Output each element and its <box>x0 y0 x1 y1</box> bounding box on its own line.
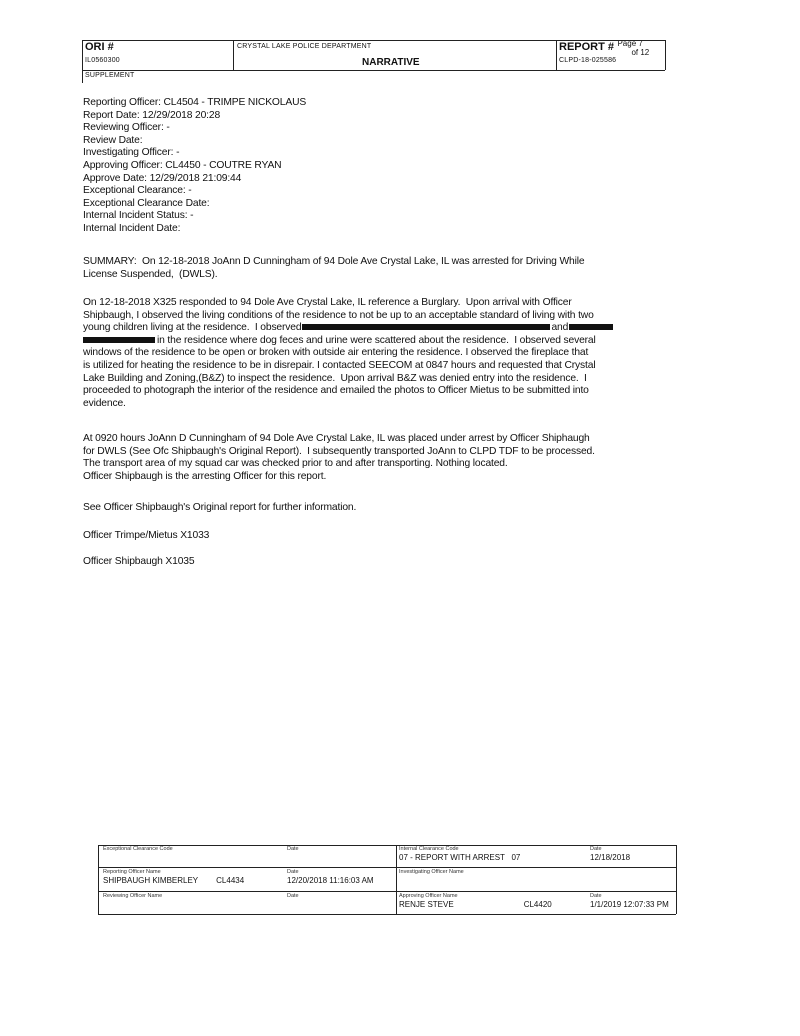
internal-clearance-date-cell <box>590 846 630 862</box>
officer-info-line: Reviewing Officer: - <box>83 122 170 134</box>
approving-officer-cell <box>399 893 552 909</box>
page-label: Page 7 <box>617 39 643 48</box>
report-label: REPORT # <box>559 41 615 53</box>
officer-info-line: Internal Incident Date: <box>83 222 181 234</box>
summary-paragraph <box>83 256 584 281</box>
approving-officer-value <box>399 900 552 909</box>
narrative-line: Officer Shipbaugh is the arresting Officer for this report. <box>83 470 327 482</box>
exc-clearance-code-label: Exceptional Clearance Code <box>103 846 173 852</box>
reporting-officer-label: Reporting Officer Name <box>103 869 161 875</box>
narrative-text: young children living at the residence. I observed <box>83 322 302 334</box>
header-left-border <box>82 40 83 83</box>
internal-clearance-code-cell <box>399 846 520 862</box>
reviewing-officer-label: Reviewing Officer Name <box>103 893 163 899</box>
narrative-text: and <box>551 322 569 334</box>
reporting-officer-name: SHIPBAUGH KIMBERLEY <box>103 876 199 885</box>
officer-info-block <box>83 97 306 236</box>
reviewing-officer-cell <box>103 893 162 899</box>
footer-row-divider-1 <box>98 867 676 868</box>
reviewing-date-label: Date <box>287 893 299 899</box>
redaction-bar <box>569 324 613 330</box>
reviewing-date-cell <box>287 893 299 899</box>
investigating-officer-label: Investigating Officer Name <box>399 869 464 875</box>
narrative-paragraph-1 <box>83 297 613 410</box>
internal-clearance-date-value: 12/18/2018 <box>590 853 631 862</box>
officer-info-line: Reporting Officer: CL4504 - TRIMPE NICKOLAUS <box>83 97 307 108</box>
narrative-line: Lake Building and Zoning,(B&Z) to inspect the residence. Upon arrival B&Z was denied entry into the residence. I <box>83 372 587 384</box>
officer-signoff-1: Officer Trimpe/Mietus X1033 <box>83 530 210 541</box>
narrative-text: in the residence where dog feces and urine were scattered about the residence. I observed several <box>157 334 596 346</box>
page-number <box>613 30 649 57</box>
summary-line: SUMMARY: On 12-18-2018 JoAnn D Cunningham of 94 Dole Ave Crystal Lake, IL was arrested for Driving While <box>83 256 585 267</box>
approving-date-label: Date <box>590 893 602 899</box>
exc-clearance-date-cell <box>287 846 299 852</box>
ori-label: ORI # <box>85 41 114 53</box>
narrative-line: for DWLS (See Ofc Shipbaugh's Original Report). I subsequently transported JoAnn to CLPD TDF to be processed. <box>83 445 595 457</box>
header-right-border <box>665 40 666 70</box>
reporting-officer-value <box>103 876 244 885</box>
narrative-line: Shipbaugh, I observed the living conditions of the residence to not be up to an acceptable standard of living with two <box>83 309 594 321</box>
officer-info-line: Approve Date: 12/29/2018 21:09:44 <box>83 172 242 184</box>
ori-value: IL0560300 <box>85 57 120 64</box>
approving-officer-name: RENJE STEVE <box>399 900 454 909</box>
header-divider-2 <box>556 40 557 70</box>
narrative-paragraph-2 <box>83 433 595 483</box>
officer-info-line: Internal Incident Status: - <box>83 210 194 222</box>
summary-line: License Suspended, (DWLS). <box>83 268 218 280</box>
reporting-date-value: 12/20/2018 11:16:03 AM <box>287 876 374 885</box>
footer-left-border <box>98 845 99 914</box>
officer-info-line: Investigating Officer: - <box>83 147 180 159</box>
narrative-line <box>83 322 613 335</box>
narrative-paragraph-3: See Officer Shipbaugh's Original report for further information. <box>83 502 357 513</box>
approving-date-cell <box>590 893 669 909</box>
supplement-label: SUPPLEMENT <box>85 72 135 79</box>
header-bottom-border <box>82 70 665 71</box>
officer-signoff-2: Officer Shipbaugh X1035 <box>83 556 195 567</box>
reporting-officer-id: CL4434 <box>216 876 245 885</box>
officer-info-line: Exceptional Clearance Date: <box>83 197 210 209</box>
narrative-line: windows of the residence to be open or broken with outside air entering the residence. I observed the fireplace that <box>83 347 589 359</box>
narrative-line: On 12-18-2018 X325 responded to 94 Dole Ave Crystal Lake, IL reference a Burglary. Upon arrival with Officer <box>83 297 572 308</box>
internal-clearance-code-value: 07 - REPORT WITH ARREST 07 <box>399 853 521 862</box>
page-of: of 12 <box>631 48 650 57</box>
approving-officer-label: Approving Officer Name <box>399 893 458 899</box>
narrative-line: is utilized for heating the residence to be in disrepair. I contacted SEECOM at 0847 hours and requested that Crystal <box>83 359 596 371</box>
department-name: CRYSTAL LAKE POLICE DEPARTMENT <box>237 43 372 50</box>
redaction-bar <box>302 324 550 330</box>
footer-row-divider-2 <box>98 891 676 892</box>
investigating-officer-cell <box>399 869 464 875</box>
officer-info-line: Report Date: 12/29/2018 20:28 <box>83 109 221 121</box>
reporting-date-cell <box>287 869 374 885</box>
narrative-line: The transport area of my squad car was checked prior to and after transporting. Nothing located. <box>83 458 508 470</box>
narrative-line <box>83 335 613 348</box>
reporting-officer-cell <box>103 869 244 885</box>
exc-clearance-date-label: Date <box>287 846 299 852</box>
footer-bottom-border <box>98 914 676 915</box>
narrative-line: evidence. <box>83 397 126 409</box>
narrative-line: proceeded to photograph the interior of the residence and emailed the photos to Officer Mietus to be submitted into <box>83 385 589 397</box>
approving-officer-id: CL4420 <box>523 900 552 909</box>
redaction-bar <box>83 337 155 343</box>
report-number: CLPD-18-025586 <box>559 57 617 64</box>
officer-info-line: Exceptional Clearance: - <box>83 185 192 197</box>
officer-info-line: Approving Officer: CL4450 - COUTRE RYAN <box>83 159 282 171</box>
approving-date-value: 1/1/2019 12:07:33 PM <box>590 900 669 909</box>
header-divider-1 <box>233 40 234 70</box>
exc-clearance-code-cell <box>103 846 173 852</box>
narrative-line: At 0920 hours JoAnn D Cunningham of 94 Dole Ave Crystal Lake, IL was placed under arrest by Officer Shiphaugh <box>83 433 590 444</box>
reporting-date-label: Date <box>287 869 299 875</box>
internal-clearance-date-label: Date <box>590 846 602 852</box>
footer-right-border <box>676 845 677 914</box>
internal-clearance-code-label: Internal Clearance Code <box>399 846 459 852</box>
officer-info-line: Review Date: <box>83 134 143 146</box>
footer-center-divider <box>396 845 397 914</box>
form-title: NARRATIVE <box>362 57 420 68</box>
